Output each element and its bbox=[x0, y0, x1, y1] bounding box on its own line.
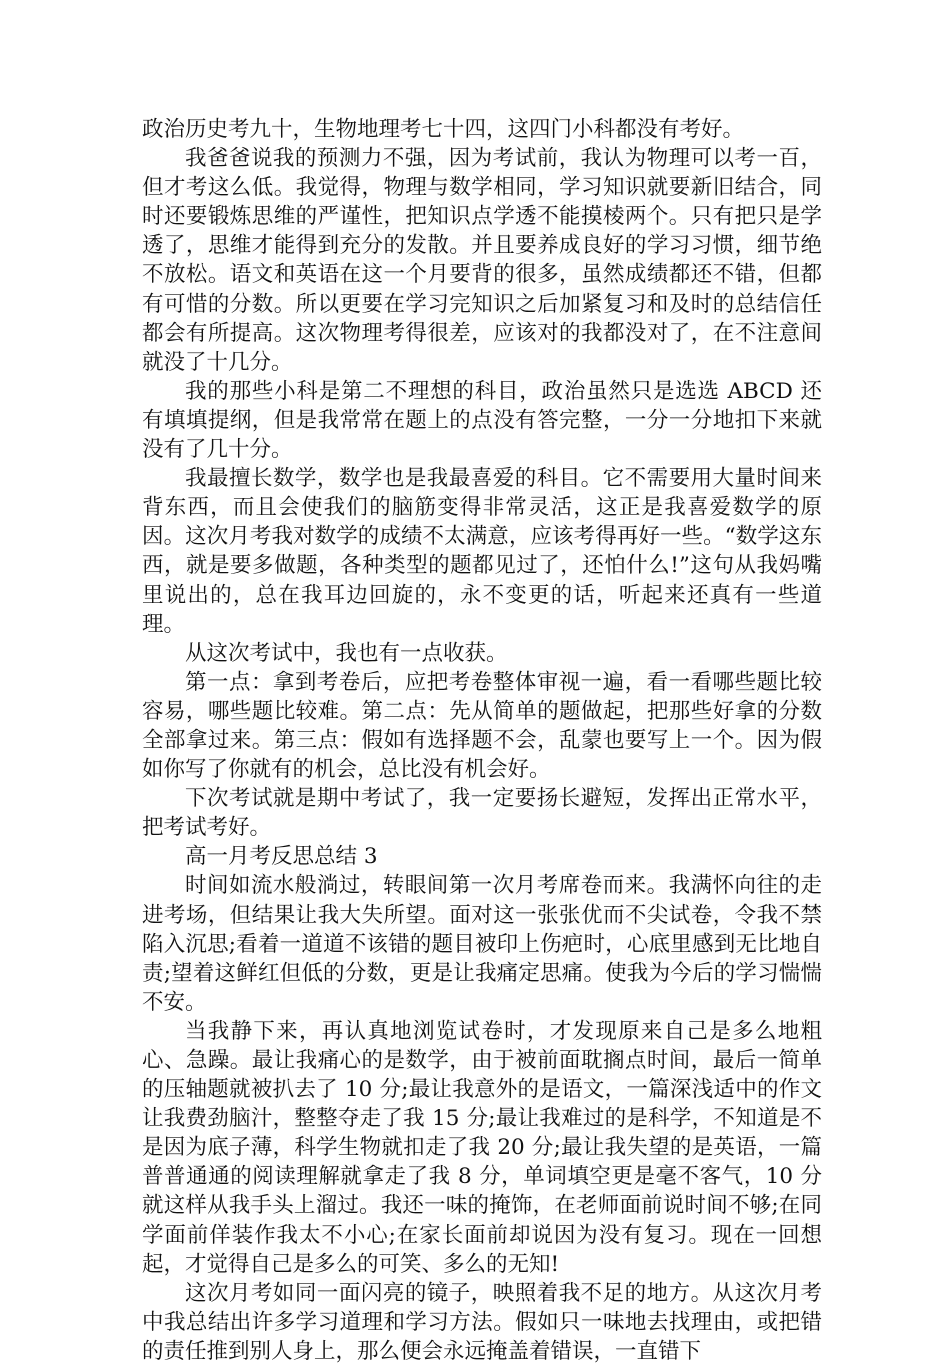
paragraph-physics: 我爸爸说我的预测力不强，因为考试前，我认为物理可以考一百，但才考这么低。我觉得，物理与数学相同，学习知识就要新旧结合，同时还要锻炼思维的严谨性，把知识点学透不能摸棱两个。只有把只是学透了，思维才能得到充分的发散。并且要养成良好的学习习惯，细节绝不放松。语文和英语在这一个月要背的很多，虽然成绩都还不错，但都有可惜的分数。所以更要在学习完知识之后加紧复习和及时的总结信任都会有所提高。这次物理考得很差，应该对的我都没对了，在不注意间就没了十几分。 bbox=[142, 146, 822, 375]
paragraph-gains: 从这次考试中，我也有一点收获。 bbox=[185, 640, 508, 666]
paragraph-intro: 时间如流水般淌过，转眼间第一次月考席卷而来。我满怀向往的走进考场，但结果让我大失所望。面对这一张张优而不尖试卷，令我不禁陷入沉思;看着一道道不该错的题目被印上伤疤时，心底里感到无比地自责;望着这鲜红但低的分数，更是让我痛定思痛。使我为今后的学习惴惴不安。 bbox=[142, 873, 822, 1015]
paragraph-next-exam: 下次考试就是期中考试了，我一定要扬长避短，发挥出正常水平，把考试考好。 bbox=[142, 786, 822, 841]
section-heading: 高一月考反思总结 3 bbox=[185, 844, 378, 870]
document-page bbox=[142, 115, 822, 1366]
paragraph-review: 当我静下来，再认真地浏览试卷时，才发现原来自己是多么地粗心、急躁。最让我痛心的是数学，由于被前面耽搁点时间，最后一简单的压轴题就被扒去了 10 分;最让我意外的是语文，一篇深浅适中的作文让我费劲脑汁，整整夺走了我 15 分;最让我难过的是科学，不知道是不是因为底子薄，科学生物就扣走了我 20 分;最让我失望的是英语，一篇普普通通的阅读理解就拿走了我 8 分，单词填空更是毫不客气，10 分就这样从我手头上溜过。我还一味的掩饰，在老师面前说时间不够;在同学面前佯装作我太不小心;在家长面前却说因为没有复习。现在一回想起，才觉得自己是多么的可笑、多么的无知! bbox=[142, 1018, 822, 1277]
paragraph-mirror: 这次月考如同一面闪亮的镜子，映照着我不足的地方。从这次月考中我总结出许多学习道理和学习方法。假如只一味地去找理由，或把错的责任推到别人身上，那么便会永远掩盖着错误，一直错下 bbox=[142, 1280, 822, 1364]
paragraph-tips: 第一点：拿到考卷后，应把考卷整体审视一遍，看一看哪些题比较容易，哪些题比较难。第二点：先从简单的题做起，把那些好拿的分数全部拿过来。第三点：假如有选择题不会，乱蒙也要写上一个。因为假如你写了你就有的机会，总比没有机会好。 bbox=[142, 669, 822, 783]
paragraph-minor-subjects: 我的那些小科是第二不理想的科目，政治虽然只是选选 ABCD 还有填填提纲，但是我常常在题上的点没有答完整，一分一分地扣下来就没有了几十分。 bbox=[142, 378, 822, 463]
paragraph-continuation: 政治历史考九十，生物地理考七十四，这四门小科都没有考好。 bbox=[142, 117, 745, 142]
paragraph-math: 我最擅长数学，数学也是我最喜爱的科目。它不需要用大量时间来背东西，而且会使我们的脑筋变得非常灵活，这正是我喜爱数学的原因。这次月考我对数学的成绩不太满意，应该考得再好一些。“数学这东西，就是要多做题，各种类型的题都见过了，还怕什么!”这句从我妈嘴里说出的，总在我耳边回旋的，永不变更的话，听起来还真有一些道理。 bbox=[142, 466, 822, 637]
